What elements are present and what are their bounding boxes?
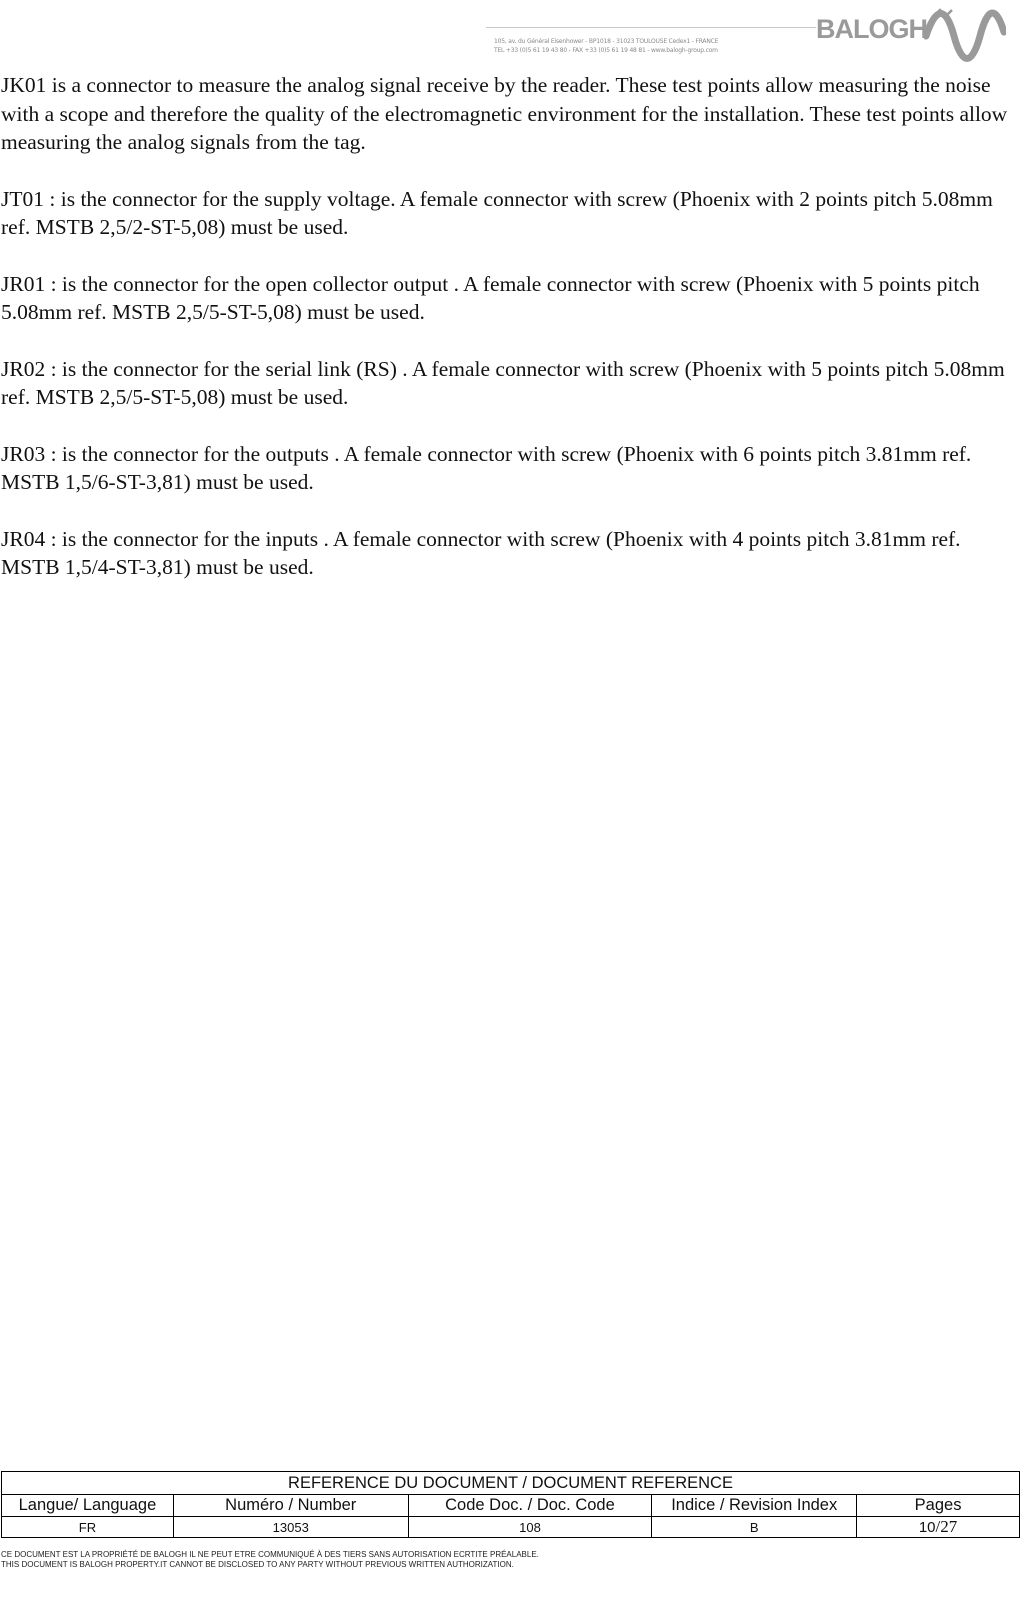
value-revision: B — [652, 1517, 857, 1538]
address-line-1: 105, av. du Général Eisenhower - BP1018 - 31023 TOULOUSE Cedex1 - FRANCE — [494, 38, 719, 45]
company-logo-text: BALOGH — [816, 14, 927, 44]
header-pages: Pages — [857, 1495, 1020, 1517]
page-total: /27 — [935, 1517, 958, 1536]
address-line-2: TEL +33 (0)5 61 19 43 80 - FAX +33 (0)5 61 19 48 81 - www.balogh-group.com — [494, 47, 718, 54]
reference-table-title-row — [2, 1472, 1020, 1495]
header-divider — [486, 27, 816, 28]
header-number: Numéro / Number — [173, 1495, 408, 1517]
balogh-wave-logo-icon — [924, 2, 1006, 66]
page-header — [486, 0, 1023, 70]
document-reference-table — [1, 1471, 1020, 1538]
paragraph-jr03: JR03 : is the connector for the outputs . A female connector with screw (Phoenix with 6 points pitch 3.81mm ref. MSTB 1,5/6-ST-3,81) must be used. — [1, 441, 972, 494]
paragraph-jk01: JK01 is a connector to measure the analog signal receive by the reader. These test points allow measuring the noise with a scope and therefore the quality of the electromagnetic environment for the installation. These test points allow measuring the analog signals from the tag. — [1, 73, 1008, 154]
reference-table-header-row — [2, 1495, 1020, 1517]
reference-table-title: REFERENCE DU DOCUMENT / DOCUMENT REFERENCE — [2, 1472, 1020, 1495]
document-body — [1, 71, 1021, 610]
confidentiality-disclaimer — [1, 1550, 1021, 1570]
value-number: 13053 — [173, 1517, 408, 1538]
company-address — [494, 37, 814, 55]
value-pages — [857, 1517, 1020, 1538]
disclaimer-french: CE DOCUMENT EST LA PROPRIÉTÉ DE BALOGH IL NE PEUT ETRE COMMUNIQUÉ À DES TIERS SANS AUTORISATION ECRTITE PRÉALABLE. — [1, 1550, 539, 1559]
reference-table-value-row — [2, 1517, 1020, 1538]
header-doc-code: Code Doc. / Doc. Code — [408, 1495, 652, 1517]
paragraph-jt01: JT01 : is the connector for the supply voltage. A female connector with screw (Phoenix with 2 points pitch 5.08mm ref. MSTB 2,5/2-ST-5,08) must be used. — [1, 186, 993, 239]
paragraph-jr02: JR02 : is the connector for the serial link (RS) . A female connector with screw (Phoenix with 5 points pitch 5.08mm ref. MSTB 2,5/5-ST-5,08) must be used. — [1, 356, 1005, 409]
header-revision-index: Indice / Revision Index — [652, 1495, 857, 1517]
paragraph-jr04: JR04 : is the connector for the inputs . A female connector with screw (Phoenix with 4 points pitch 3.81mm ref. MSTB 1,5/4-ST-3,81) must be used. — [1, 526, 961, 579]
paragraph-jr01: JR01 : is the connector for the open collector output . A female connector with screw (Phoenix with 5 points pitch 5.08mm ref. MSTB 2,5/5-ST-5,08) must be used. — [1, 271, 980, 324]
page-current: 10 — [918, 1519, 936, 1536]
value-doc-code: 108 — [408, 1517, 652, 1538]
disclaimer-english: THIS DOCUMENT IS BALOGH PROPERTY.IT CANNOT BE DISCLOSED TO ANY PARTY WITHOUT PREVIOUS WRITTEN AUTHORIZATION. — [1, 1560, 514, 1569]
value-language: FR — [2, 1517, 174, 1538]
header-language: Langue/ Language — [2, 1495, 174, 1517]
